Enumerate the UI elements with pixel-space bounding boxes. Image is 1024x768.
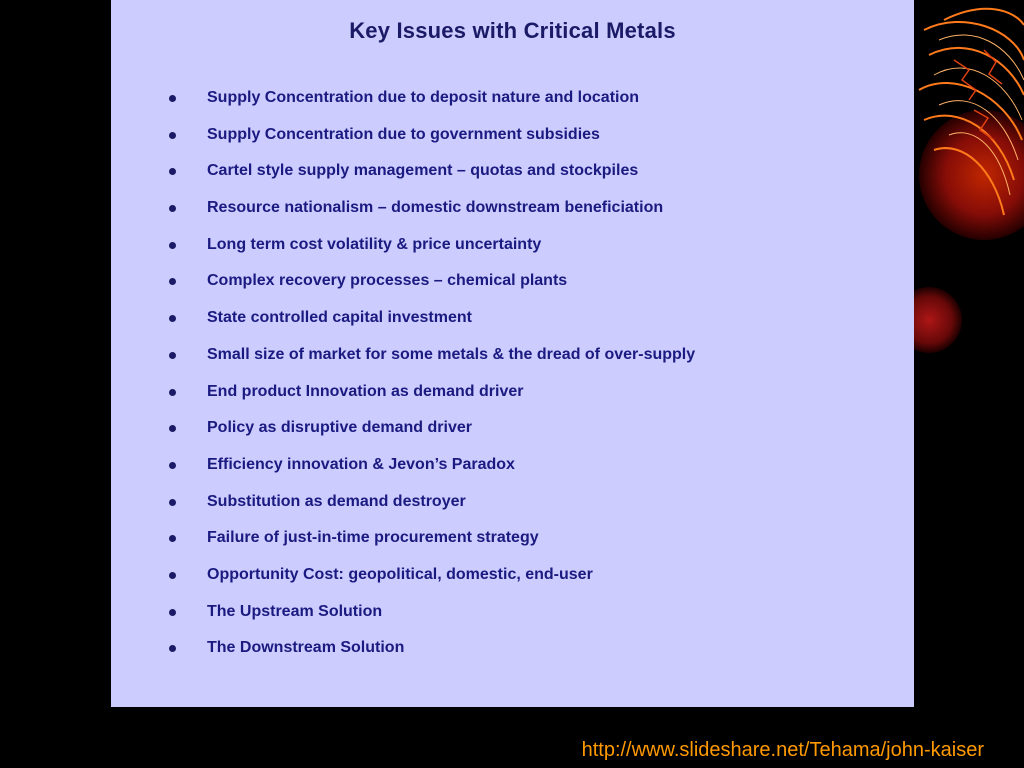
bullet-text: Supply Concentration due to government subsidies xyxy=(207,125,600,143)
bullet-text: Efficiency innovation & Jevon’s Paradox xyxy=(207,455,515,473)
bullet-text: Failure of just-in-time procurement strategy xyxy=(207,529,539,547)
bullet-dot-icon xyxy=(169,315,176,322)
orange-swirl-ornament-icon xyxy=(914,0,1024,360)
bullet-dot-icon xyxy=(169,389,176,396)
bullet-dot-icon xyxy=(169,205,176,212)
bullet-dot-icon xyxy=(169,278,176,285)
bullet-text: State controlled capital investment xyxy=(207,309,472,327)
bullet-text: Opportunity Cost: geopolitical, domestic, end-user xyxy=(207,565,593,583)
content-panel xyxy=(111,0,914,707)
bullet-text: Supply Concentration due to deposit nature and location xyxy=(207,89,640,106)
bullet-dot-icon xyxy=(169,499,176,506)
bullet-text: Small size of market for some metals & the dread of over-supply xyxy=(207,345,696,363)
bullet-text: Complex recovery processes – chemical plants xyxy=(207,272,568,290)
source-url-link[interactable]: http://www.slideshare.net/Tehama/john-kaiser xyxy=(581,739,984,761)
bullet-text: The Upstream Solution xyxy=(207,602,383,620)
slide-title: Key Issues with Critical Metals xyxy=(349,18,676,43)
bullet-dot-icon xyxy=(169,462,176,469)
bullet-dot-icon xyxy=(169,609,176,616)
bullet-dot-icon xyxy=(169,425,176,432)
bullet-dot-icon xyxy=(169,168,176,175)
bullet-text: Resource nationalism – domestic downstream beneficiation xyxy=(207,199,664,217)
bullet-text: Long term cost volatility & price uncertainty xyxy=(207,235,542,253)
bullet-dot-icon xyxy=(169,572,176,579)
bullet-dot-icon xyxy=(169,535,176,542)
bullet-dot-icon xyxy=(169,132,176,139)
bullet-dot-icon xyxy=(169,352,176,359)
bullet-text: Cartel style supply management – quotas and stockpiles xyxy=(207,162,639,180)
bullet-dot-icon xyxy=(169,95,176,102)
bullet-dot-icon xyxy=(169,645,176,652)
bullet-text: Substitution as demand destroyer xyxy=(207,492,466,510)
bullet-text: End product Innovation as demand driver xyxy=(207,382,524,400)
bullet-dot-icon xyxy=(169,242,176,249)
bullet-text: Policy as disruptive demand driver xyxy=(207,419,472,437)
bullet-text: The Downstream Solution xyxy=(207,639,405,657)
